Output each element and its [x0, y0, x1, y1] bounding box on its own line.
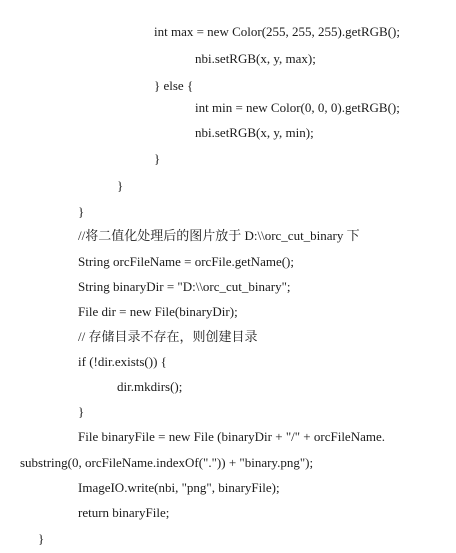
code-line: ImageIO.write(nbi, "png", binaryFile);: [78, 480, 280, 495]
code-line: }: [78, 204, 85, 219]
code-line: if (!dir.exists()) {: [78, 354, 167, 369]
code-line: String binaryDir = "D:\\orc_cut_binary";: [78, 279, 291, 294]
code-line: File dir = new File(binaryDir);: [78, 304, 238, 319]
code-line: nbi.setRGB(x, y, min);: [195, 125, 314, 140]
code-line: }: [78, 404, 85, 419]
code-line: }: [117, 178, 124, 193]
code-line: String orcFileName = orcFile.getName();: [78, 254, 294, 269]
code-line: }: [154, 151, 161, 166]
code-line: dir.mkdirs();: [117, 379, 183, 394]
code-line: int min = new Color(0, 0, 0).getRGB();: [195, 100, 400, 115]
code-line: }: [38, 531, 45, 546]
code-line: return binaryFile;: [78, 505, 170, 520]
code-line: int max = new Color(255, 255, 255).getRGB();: [154, 24, 400, 39]
code-line: substring(0, orcFileName.indexOf(".")) + "binary.png");: [20, 455, 314, 470]
code-line: File binaryFile = new File (binaryDir + "/" + orcFileName.: [78, 429, 385, 444]
code-comment: //将二值化处理后的图片放于 D:\\orc_cut_binary 下: [78, 228, 360, 243]
code-line: } else {: [154, 78, 194, 93]
code-line: nbi.setRGB(x, y, max);: [195, 51, 316, 66]
code-comment: // 存储目录不存在，则创建目录: [78, 329, 258, 344]
